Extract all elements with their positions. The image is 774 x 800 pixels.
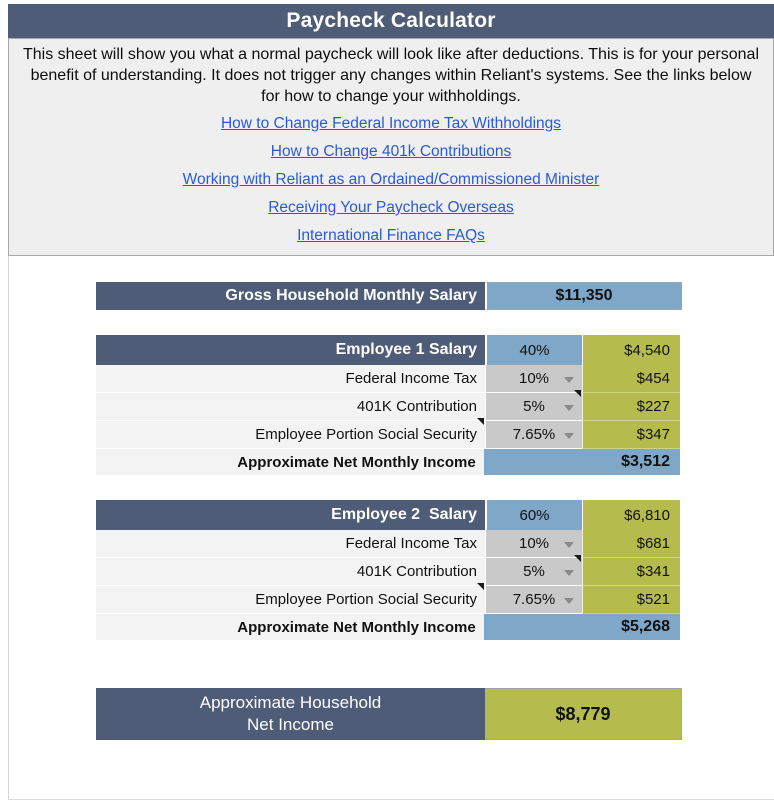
federal-income-tax-label: Federal Income Tax — [96, 365, 485, 393]
employee-1-salary-label-text: Employee 1 Salary — [335, 341, 477, 358]
gross-salary-label: Gross Household Monthly Salary — [96, 282, 485, 310]
link-paycheck-overseas[interactable]: Receiving Your Paycheck Overseas — [268, 199, 514, 216]
federal-income-tax-value: $454 — [582, 365, 680, 393]
employee-1-salary-label — [96, 335, 485, 365]
employee-2-table — [96, 500, 680, 640]
employee-2-salary-label — [96, 500, 485, 530]
dropdown-arrow-icon — [564, 542, 574, 548]
employee-1-header-row — [96, 335, 680, 365]
employee-1-percent-cell[interactable]: 40% — [485, 335, 582, 365]
401k-contribution-label: 401K Contribution — [96, 558, 485, 586]
percent-text: 7.65% — [512, 426, 556, 443]
social-security-value: $347 — [582, 421, 680, 449]
gross-salary-row — [96, 282, 682, 310]
federal-income-tax-percent-dropdown[interactable] — [485, 365, 582, 393]
employee-1-salary-value: $4,540 — [582, 335, 680, 365]
household-label-line2: Net Income — [247, 715, 334, 734]
sheet-body — [8, 256, 774, 800]
social-security-label-text: Employee Portion Social Security — [255, 426, 477, 443]
link-change-federal-tax-withholdings[interactable]: How to Change Federal Income Tax Withholdings — [220, 115, 562, 132]
household-net-income-label — [96, 688, 485, 740]
household-net-income-value: $8,779 — [485, 688, 682, 740]
intro-box — [8, 38, 774, 256]
percent-text: 10% — [518, 535, 550, 552]
household-label-line1: Approximate Household — [199, 693, 382, 712]
social-security-label — [96, 586, 485, 614]
dropdown-arrow-icon — [564, 405, 574, 411]
social-security-percent-dropdown[interactable] — [485, 421, 582, 449]
net-monthly-income-label: Approximate Net Monthly Income — [96, 614, 484, 640]
employee-2-net-income-row — [96, 614, 680, 640]
401k-contribution-label: 401K Contribution — [96, 393, 485, 421]
table-row — [96, 558, 680, 586]
table-row — [96, 530, 680, 558]
employee-2-salary-value: $6,810 — [582, 500, 680, 530]
social-security-value: $521 — [582, 586, 680, 614]
employee-1-table — [96, 335, 680, 475]
employee-1-net-income-row — [96, 449, 680, 475]
federal-income-tax-value: $681 — [582, 530, 680, 558]
net-monthly-income-label: Approximate Net Monthly Income — [96, 449, 484, 475]
percent-text: 7.65% — [512, 591, 556, 608]
link-change-401k-contributions[interactable]: How to Change 401k Contributions — [270, 143, 512, 160]
table-row — [96, 393, 680, 421]
employee-2-header-row — [96, 500, 680, 530]
household-net-income-block — [96, 688, 682, 740]
employee-2-percent-cell[interactable]: 60% — [485, 500, 582, 530]
intro-text: This sheet will show you what a normal paycheck will look like after deductions. This is for your personal benefit of understanding. It does not trigger any changes within Reliant's systems. See the links below for how to change your withholdings. — [22, 46, 760, 105]
401k-contribution-value: $341 — [582, 558, 680, 586]
dropdown-arrow-icon — [564, 433, 574, 439]
percent-text: 5% — [523, 398, 545, 415]
comment-marker-icon — [477, 583, 484, 590]
link-ordained-commissioned-minister[interactable]: Working with Reliant as an Ordained/Commissioned Minister — [182, 171, 600, 188]
gross-salary-value-cell[interactable]: $11,350 — [485, 282, 682, 310]
table-row — [96, 586, 680, 614]
page-title: Paycheck Calculator — [8, 4, 774, 38]
dropdown-arrow-icon — [564, 570, 574, 576]
comment-marker-icon — [574, 390, 581, 397]
comment-marker-icon — [477, 418, 484, 425]
social-security-label — [96, 421, 485, 449]
employee-2-salary-label-text: Employee 2 Salary — [331, 506, 477, 523]
employee-1-net-monthly-income-value: $3,512 — [484, 449, 680, 475]
401k-contribution-percent-dropdown[interactable] — [485, 393, 582, 421]
dropdown-arrow-icon — [564, 377, 574, 383]
table-row — [96, 365, 680, 393]
federal-income-tax-label: Federal Income Tax — [96, 530, 485, 558]
dropdown-arrow-icon — [564, 598, 574, 604]
links-list — [9, 110, 773, 250]
401k-contribution-percent-dropdown[interactable] — [485, 558, 582, 586]
employee-2-net-monthly-income-value: $5,268 — [484, 614, 680, 640]
comment-marker-icon — [574, 555, 581, 562]
401k-contribution-value: $227 — [582, 393, 680, 421]
federal-income-tax-percent-dropdown[interactable] — [485, 530, 582, 558]
link-international-finance-faqs[interactable]: International Finance FAQs — [297, 227, 485, 244]
percent-text: 10% — [518, 370, 550, 387]
social-security-label-text: Employee Portion Social Security — [255, 591, 477, 608]
table-row — [96, 421, 680, 449]
percent-text: 5% — [523, 563, 545, 580]
social-security-percent-dropdown[interactable] — [485, 586, 582, 614]
